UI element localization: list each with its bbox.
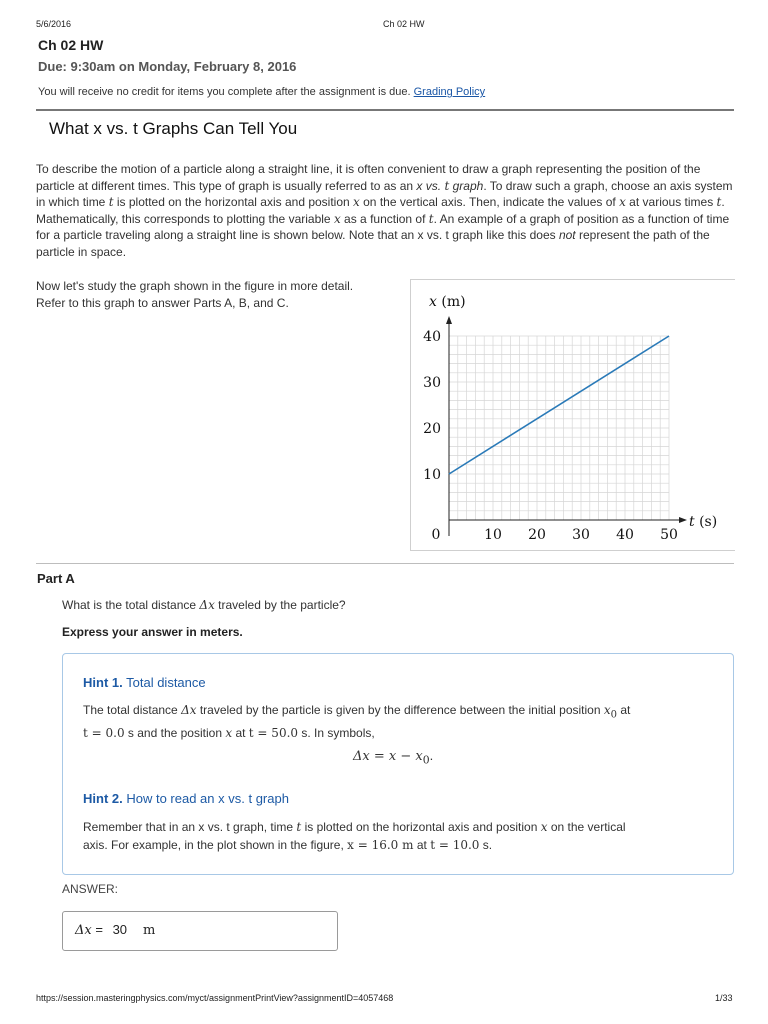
study-instructions: Now let's study the graph shown in the figure in more detail. Refer to this graph to answer Parts A, B, and C.	[36, 279, 354, 310]
x-tick-label: 30	[572, 527, 590, 543]
hint-1-toggle[interactable]: Hint 1. Total distance	[83, 675, 206, 690]
late-notice	[38, 86, 485, 98]
answer-input[interactable]: Δx = 30 m	[62, 911, 338, 951]
position-time-graph	[410, 279, 735, 551]
hint-1-formula: $\Delta x = x - x_0$.	[353, 748, 434, 767]
print-title: Ch 02 HW	[383, 19, 425, 29]
chart-svg	[411, 280, 735, 550]
graph-term-x: x vs.	[416, 178, 442, 193]
section-divider	[36, 109, 734, 111]
grading-policy-link[interactable]: Grading Policy	[413, 86, 486, 98]
y-tick-label: 30	[423, 375, 441, 391]
delta-x-symbol: Δx	[199, 598, 215, 612]
x-tick-label: 20	[528, 527, 546, 543]
part-a-question: What is the total distance Δx traveled by the particle?	[62, 598, 346, 612]
y-axis-arrow	[446, 316, 452, 324]
hints-panel	[62, 653, 734, 875]
x-axis-label: t (s)	[689, 514, 718, 530]
answer-value[interactable]: 30	[112, 922, 128, 937]
late-notice-text: You will receive no credit for items you complete after the assignment is due.	[38, 86, 411, 98]
y-tick-label: 10	[423, 467, 441, 483]
x-tick-label: 40	[616, 527, 634, 543]
graph-term-graph: graph	[452, 178, 484, 193]
assignment-title: Ch 02 HW	[38, 37, 104, 53]
section-title: What x vs. t Graphs Can Tell You	[49, 119, 298, 138]
print-date: 5/6/2016	[36, 19, 72, 29]
x-axis-arrow	[679, 517, 687, 523]
answer-unit: m	[143, 923, 156, 938]
answer-instruction: Express your answer in meters.	[62, 625, 243, 639]
y-tick-label: 20	[423, 421, 441, 437]
due-date: Due: 9:30am on Monday, February 8, 2016	[38, 59, 297, 74]
print-url: https://session.masteringphysics.com/myct/assignmentPrintView?assignmentID=4057468	[36, 993, 394, 1003]
y-tick-label: 40	[423, 329, 441, 345]
series-line	[449, 336, 669, 474]
graph-term-t: t	[444, 178, 450, 193]
part-a-heading: Part A	[37, 571, 75, 586]
hint-2-toggle[interactable]: Hint 2. How to read an x vs. t graph	[83, 791, 289, 806]
y-axis-label: x (m)	[429, 294, 466, 310]
x-tick-label: 0	[431, 527, 441, 543]
part-divider	[36, 563, 734, 564]
print-page: 1/33	[715, 993, 733, 1003]
answer-label: ANSWER:	[62, 882, 119, 896]
intro-paragraph: To describe the motion of a particle along a straight line, it is often convenient to draw a graph representing the position of the particle at different times. This type of graph is usually referred to as an x vs. t graph. To draw such a graph, choose an axis system in which time t is plotted on the horizontal axis and position x on the vertical axis. Then, indicate the values of x at various times t. Mathematically, this corresponds to plotting the variable x as a function of t. An example of a graph of position as a function of time for a particle traveling along a straight line is shown below. Note that an x vs. t graph like this does not represent the path of the particle in space.	[36, 162, 733, 259]
hint-1-body: The total distance Δx traveled by the particle is given by the difference between the initial position $x_0$ at t = 0.0 s and the position x at t = 50.0 s. In symbols,	[83, 703, 631, 741]
emphasis-not: not	[558, 228, 576, 242]
answer-symbol: Δx	[75, 923, 92, 938]
x-tick-label: 10	[484, 527, 502, 543]
x-tick-label: 50	[660, 527, 678, 543]
hint-2-body: Remember that in an x vs. t graph, time t is plotted on the horizontal axis and position x on the vertical axis. For example, in the plot shown in the figure, x = 16.0 m at t = 10.0 s.	[83, 820, 626, 852]
